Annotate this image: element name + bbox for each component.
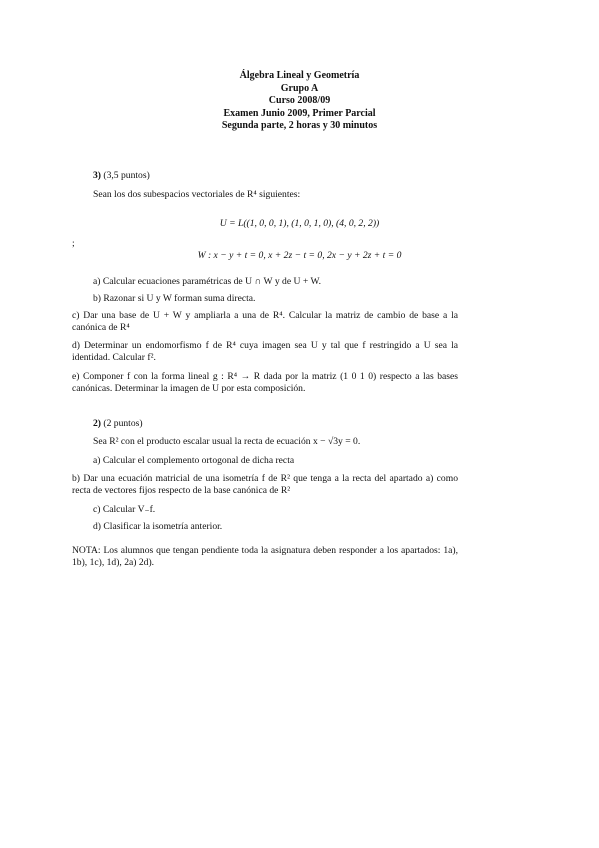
exam-header (0, 70, 599, 133)
q3-part-b: b) Razonar si U y W forman suma directa. (93, 293, 256, 304)
q3-part-c: c) Dar una base de U + W y ampliarla a una de R⁴. Calcular la matriz de cambio de base a la canónica de R⁴ (72, 310, 458, 333)
course-title: Álgebra Lineal y Geometría (239, 70, 360, 81)
q2-points: (2 puntos) (103, 418, 143, 429)
exam-title: Examen Junio 2009, Primer Parcial (223, 107, 376, 119)
academic-year: Curso 2008/09 (268, 95, 331, 107)
q2-intro: Sea R² con el producto escalar usual la recta de ecuación x − √3y = 0. (93, 436, 361, 447)
q3-part-d: d) Determinar un endomorfismo f de R⁴ cuya imagen sea U y tal que f restringido a U sea la identidad. Calcular f². (72, 340, 458, 363)
exam-note: NOTA: Los alumnos que tengan pendiente toda la asignatura deben responder a los apartados: 1a), 1b), 1c), 1d), 2a) 2d). (72, 545, 458, 568)
exam-duration: Segunda parte, 2 horas y 30 minutos (221, 120, 378, 132)
q2-part-c: c) Calcular V₋f. (93, 504, 156, 515)
q2-heading (93, 418, 143, 430)
q3-part-a: a) Calcular ecuaciones paramétricas de U ∩ W y de U + W. (93, 276, 322, 287)
q3-heading (93, 170, 150, 182)
q3-separator: ; (72, 238, 75, 249)
q2-part-b: b) Dar una ecuación matricial de una isometría f de R² que tenga a la recta del apartado a) como recta de vectores fijos respecto de la base canónica de R² (72, 473, 458, 496)
q2-number: 2) (93, 418, 101, 429)
q3-w-definition: W : x − y + t = 0, x + 2z − t = 0, 2x − y + 2z + t = 0 (197, 250, 402, 261)
q3-intro: Sean los dos subespacios vectoriales de R⁴ siguientes: (93, 189, 301, 200)
q3-number: 3) (93, 170, 101, 181)
group-label: Grupo A (280, 82, 319, 94)
q2-part-d: d) Clasificar la isometría anterior. (93, 521, 223, 532)
q3-part-e: e) Componer f con la forma lineal g : R⁴ → R dada por la matriz (1 0 1 0) respecto a las bases canónicas. Determinar la imagen de U por esta composición. (72, 371, 458, 394)
q2-part-a: a) Calcular el complemento ortogonal de dicha recta (93, 455, 295, 466)
q3-points: (3,5 puntos) (103, 170, 150, 181)
q3-u-definition: U = L((1, 0, 0, 1), (1, 0, 1, 0), (4, 0, 2, 2)) (219, 218, 380, 229)
